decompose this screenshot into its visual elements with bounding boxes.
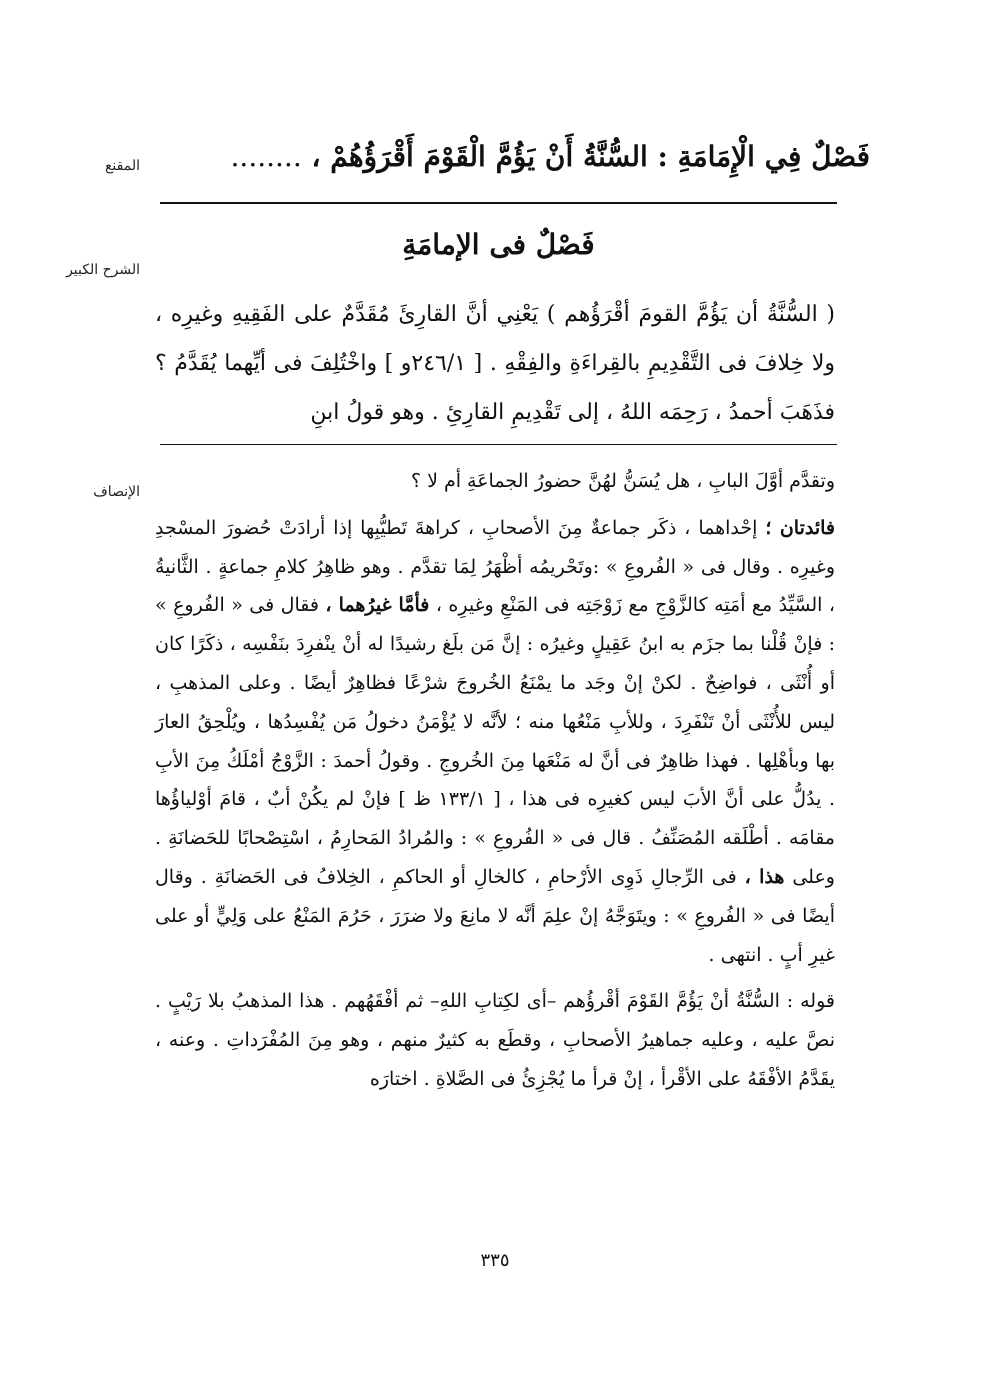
header-title: فَصْلٌ فِي الْإِمَامَةِ — [677, 140, 870, 173]
insaf-side-label: الإنصاف — [93, 484, 140, 500]
insaf-paragraph-1: وتقدَّم أوَّلَ البابِ ، هل يُسَنُّ لهُنَّ حضورُ الجماعَةِ أم لا ؟ — [410, 470, 835, 492]
sharh-section-title: فَصْلٌ فى الإمامَةِ — [402, 228, 595, 261]
insaf-paragraph-4-text: فى الرِّجالِ ذَوِى الأرْحامِ ، كالخالِ أو الحاكمِ ، الخِلافُ فى الحَضانَةِ . وقال أيضًا فى « الفُروعِ » : ويتَوَجَّهُ إنْ علِمَ أنَّه لا مانِعَ ولا ضرَرَ ، حَرُمَ المَنْعُ على وَلِيٍّ أو على غيرِ أبٍ . انتهى . — [155, 865, 835, 966]
header-text: السُّنَّةُ أَنْ يَؤُمَّ الْقَوْمَ أَقْرَؤُهُمْ ، — [311, 140, 648, 173]
section-divider — [160, 444, 837, 445]
muqni-header-line — [160, 140, 870, 173]
sharh-paragraph: ( السُّنَّةُ أن يَؤُمَّ القومَ أقْرَؤُهم ) يَعْنِي أنَّ القارِئَ مُقَدَّمٌ على الفَقِيهِ وغيرِه ، ولا خِلافَ فى التَّقْدِيمِ بالقِراءَةِ والفِقْهِ . [ ٢٤٦/١و ] واخْتُلِفَ فى أيِّهما يُقَدَّمُ ؟ فذَهَبَ أحمدُ ، رَحِمَه اللهُ ، إلى تَقْدِيمِ القارِئِ . وهو قولُ ابنِ — [155, 302, 835, 425]
header-separator: : — [657, 140, 668, 173]
insaf-paragraph-2 — [155, 509, 835, 975]
insaf-paragraph-4-lead: هذا ، — [744, 865, 785, 888]
sharh-kabir-side-label: الشرح الكبير — [66, 262, 140, 278]
insaf-paragraph-3-lead: فأمَّا غيرُهما ، — [325, 594, 430, 617]
insaf-text-block — [155, 462, 835, 1099]
page-number: ٣٣٥ — [480, 1250, 510, 1271]
insaf-paragraph-2-text: إحْداهما ، ذكَر جماعةٌ مِنَ الأصحابِ ، كراهةَ تَطيُّبِها إذا أرادَتْ حُضورَ المسْجدِ وغيرِه . وقال فى « الفُروعِ » :وتَحْريمُه أظْهَرُ لِمَا تقدَّم . وهو ظاهِرُ كلامِ جماعةٍ . الثَّانيةُ ، السَّيِّدُ مع أمَتِه كالزَّوْجِ مع زَوْجَتِه فى المَنْعِ وغيرِه ، — [155, 516, 835, 617]
insaf-paragraph-3-text: فقال فى « الفُروعِ » : فإنْ قُلْنا بما جزَم به ابنُ عَقِيلٍ وغيرُه : إنَّ مَن بلَغ رشيدًا له أنْ ينْفرِدَ بنَفْسِه ، ذكَرًا كان أو أُنْثَى ، فواضِحٌ . لكنْ إنْ وجَد ما يمْنَعُ الخُروجَ شرْعًا فظاهِرٌ أيضًا . وعلى المذهبِ ، ليس للأُنْثَى أنْ تَنْفَرِدَ ، وللأبِ مَنْعُها منه ؛ لأنَّه لا يُؤْمَنُ دخولُ مَن يُفْسِدُها ، ويُلْحِقُ العارَ بها وبأهْلِها . فهذا ظاهِرٌ فى أنَّ له مَنْعَها مِنَ الخُروجِ . وقولُ أحمدَ : الزَّوْجُ أمْلَكُ مِنَ الأبِ . يدُلُّ على أنَّ الأبَ ليس كغيرِه فى هذا ، [ ١٣٣/١ ظ ] فإنْ لم يكُنْ أبٌ ، قامَ أوْلياؤُها مقامَه . أطْلَقه المُصَنِّفُ . قال فى « الفُروعِ » : والمُرادُ المَحارِمُ ، اسْتِصْحابًا للحَضانَةِ . وعلى — [155, 594, 836, 888]
header-divider — [160, 202, 837, 204]
insaf-paragraph-2-lead: فائدتان ؛ — [765, 516, 836, 539]
muqni-side-label: المقنع — [104, 158, 140, 174]
insaf-paragraph-5: قوله : السُّنَّةُ أنْ يَؤُمَّ القَوْمَ أقْرؤُهم –أى لكِتابِ اللهِ– ثم أفْقَهُهم . هذا المذهبُ بلا رَيْبٍ . نصَّ عليه ، وعليه جماهيرُ الأصحابِ ، وقطَع به كثيرٌ منهم ، وهو مِنَ المُفْرَداتِ . وعنه ، يقَدَّمُ الأفْقَهُ على الأقْرأ ، إنْ قرأ ما يُجْزِئُ فى الصَّلاةِ . اختارَه — [155, 990, 835, 1090]
header-dots: ........ — [230, 140, 302, 173]
